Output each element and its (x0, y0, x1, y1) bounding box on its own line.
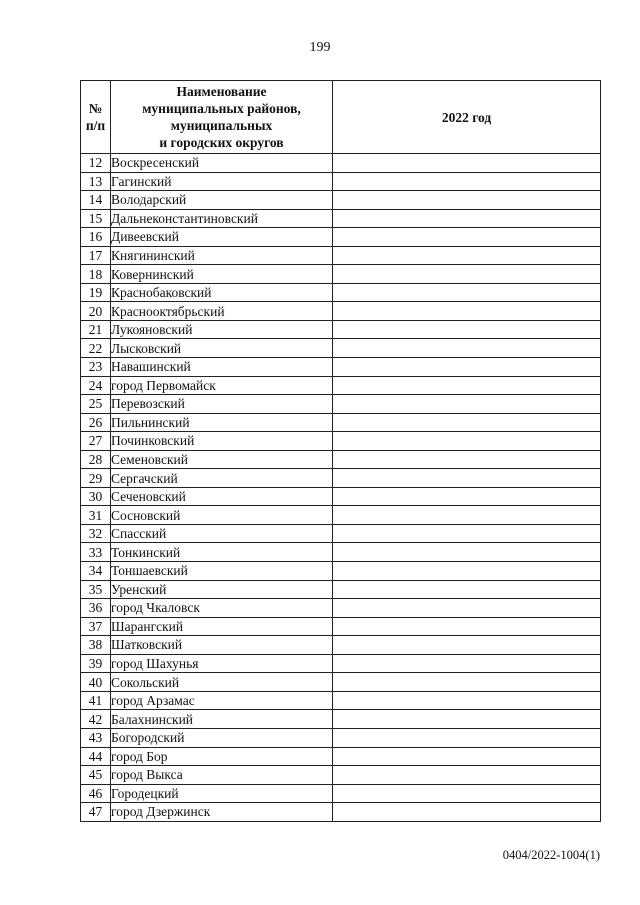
row-number: 28 (81, 450, 111, 469)
row-value-2022 (333, 506, 601, 525)
row-number: 46 (81, 784, 111, 803)
row-value-2022 (333, 376, 601, 395)
table-row (81, 728, 601, 747)
row-value-2022 (333, 191, 601, 210)
header-name-line: муниципальных (170, 118, 273, 133)
row-value-2022 (333, 617, 601, 636)
row-number: 43 (81, 728, 111, 747)
row-municipality-name: Гагинский (111, 172, 333, 191)
table-row (81, 673, 601, 692)
row-number: 47 (81, 803, 111, 822)
row-value-2022 (333, 710, 601, 729)
row-number: 27 (81, 432, 111, 451)
row-municipality-name: Ковернинский (111, 265, 333, 284)
row-municipality-name: Сокольский (111, 673, 333, 692)
row-number: 32 (81, 524, 111, 543)
document-code: 0404/2022-1004(1) (502, 848, 600, 862)
municipal-table (80, 80, 601, 822)
row-municipality-name: Уренский (111, 580, 333, 599)
row-municipality-name: Дивеевский (111, 228, 333, 247)
row-number: 44 (81, 747, 111, 766)
row-value-2022 (333, 450, 601, 469)
table-body (81, 154, 601, 822)
row-value-2022 (333, 524, 601, 543)
row-value-2022 (333, 209, 601, 228)
row-number: 22 (81, 339, 111, 358)
table-row (81, 302, 601, 321)
table-row (81, 580, 601, 599)
page-number: 199 (309, 40, 331, 55)
table-row (81, 376, 601, 395)
row-value-2022 (333, 432, 601, 451)
table-row (81, 246, 601, 265)
row-municipality-name: город Шахунья (111, 654, 333, 673)
row-number: 35 (81, 580, 111, 599)
row-number: 29 (81, 469, 111, 488)
row-municipality-name: Краснобаковский (111, 283, 333, 302)
row-value-2022 (333, 673, 601, 692)
row-number: 42 (81, 710, 111, 729)
table-row (81, 450, 601, 469)
row-number: 31 (81, 506, 111, 525)
row-number: 39 (81, 654, 111, 673)
row-value-2022 (333, 320, 601, 339)
table-header-row (81, 81, 601, 154)
header-year: 2022 год (333, 81, 601, 154)
table-row (81, 395, 601, 414)
row-number: 36 (81, 599, 111, 618)
row-value-2022 (333, 766, 601, 785)
row-municipality-name: Навашинский (111, 358, 333, 377)
header-number-line: № (88, 101, 103, 116)
row-value-2022 (333, 784, 601, 803)
table-row (81, 172, 601, 191)
table-row (81, 784, 601, 803)
row-municipality-name: Дальнеконстантиновский (111, 209, 333, 228)
row-municipality-name: Пильнинский (111, 413, 333, 432)
header-number (81, 81, 111, 154)
row-value-2022 (333, 580, 601, 599)
row-number: 12 (81, 154, 111, 173)
row-municipality-name: Спасский (111, 524, 333, 543)
table-row (81, 599, 601, 618)
row-value-2022 (333, 283, 601, 302)
row-value-2022 (333, 154, 601, 173)
row-municipality-name: Починковский (111, 432, 333, 451)
table-row (81, 191, 601, 210)
table-row (81, 339, 601, 358)
row-municipality-name: Тоншаевский (111, 562, 333, 581)
row-value-2022 (333, 302, 601, 321)
row-number: 23 (81, 358, 111, 377)
row-municipality-name: Сеченовский (111, 487, 333, 506)
row-value-2022 (333, 654, 601, 673)
table-row (81, 543, 601, 562)
header-name-line: муниципальных районов, (142, 101, 301, 116)
table-row (81, 636, 601, 655)
row-value-2022 (333, 728, 601, 747)
row-number: 20 (81, 302, 111, 321)
table-row (81, 803, 601, 822)
header-name (111, 81, 333, 154)
table-row (81, 209, 601, 228)
table-row (81, 524, 601, 543)
header-number-line: п/п (85, 118, 106, 133)
row-value-2022 (333, 358, 601, 377)
row-number: 33 (81, 543, 111, 562)
row-municipality-name: Городецкий (111, 784, 333, 803)
row-municipality-name: Богородский (111, 728, 333, 747)
row-municipality-name: город Дзержинск (111, 803, 333, 822)
row-number: 37 (81, 617, 111, 636)
table-row (81, 265, 601, 284)
row-value-2022 (333, 339, 601, 358)
row-value-2022 (333, 246, 601, 265)
row-value-2022 (333, 413, 601, 432)
row-value-2022 (333, 747, 601, 766)
row-municipality-name: Тонкинский (111, 543, 333, 562)
header-name-line: и городских округов (159, 135, 284, 150)
table-row (81, 358, 601, 377)
row-number: 40 (81, 673, 111, 692)
row-number: 14 (81, 191, 111, 210)
row-value-2022 (333, 803, 601, 822)
table-row (81, 562, 601, 581)
row-number: 34 (81, 562, 111, 581)
row-value-2022 (333, 265, 601, 284)
row-municipality-name: Лысковский (111, 339, 333, 358)
row-municipality-name: Княгининский (111, 246, 333, 265)
table-row (81, 154, 601, 173)
row-municipality-name: Семеновский (111, 450, 333, 469)
row-number: 18 (81, 265, 111, 284)
table-row (81, 320, 601, 339)
row-number: 24 (81, 376, 111, 395)
row-number: 19 (81, 283, 111, 302)
row-number: 15 (81, 209, 111, 228)
row-number: 41 (81, 691, 111, 710)
row-municipality-name: Володарский (111, 191, 333, 210)
row-value-2022 (333, 395, 601, 414)
row-value-2022 (333, 543, 601, 562)
row-municipality-name: город Выкса (111, 766, 333, 785)
row-number: 17 (81, 246, 111, 265)
row-municipality-name: город Арзамас (111, 691, 333, 710)
row-number: 38 (81, 636, 111, 655)
row-municipality-name: Шатковский (111, 636, 333, 655)
row-value-2022 (333, 691, 601, 710)
row-number: 45 (81, 766, 111, 785)
table-row (81, 617, 601, 636)
row-value-2022 (333, 469, 601, 488)
table-row (81, 506, 601, 525)
table-row (81, 432, 601, 451)
row-number: 26 (81, 413, 111, 432)
row-number: 21 (81, 320, 111, 339)
header-name-line: Наименование (176, 84, 267, 99)
row-municipality-name: Шарангский (111, 617, 333, 636)
row-municipality-name: Перевозский (111, 395, 333, 414)
row-municipality-name: Балахнинский (111, 710, 333, 729)
row-value-2022 (333, 562, 601, 581)
table-row (81, 691, 601, 710)
table-row (81, 766, 601, 785)
row-value-2022 (333, 599, 601, 618)
row-municipality-name: город Чкаловск (111, 599, 333, 618)
table-row (81, 487, 601, 506)
row-value-2022 (333, 487, 601, 506)
row-municipality-name: город Первомайск (111, 376, 333, 395)
row-number: 16 (81, 228, 111, 247)
row-number: 25 (81, 395, 111, 414)
row-municipality-name: Лукояновский (111, 320, 333, 339)
row-value-2022 (333, 636, 601, 655)
table-row (81, 469, 601, 488)
row-number: 30 (81, 487, 111, 506)
table-row (81, 413, 601, 432)
row-value-2022 (333, 228, 601, 247)
row-number: 13 (81, 172, 111, 191)
table-row (81, 228, 601, 247)
row-municipality-name: город Бор (111, 747, 333, 766)
row-municipality-name: Сергачский (111, 469, 333, 488)
row-municipality-name: Воскресенский (111, 154, 333, 173)
row-municipality-name: Краснооктябрьский (111, 302, 333, 321)
row-municipality-name: Сосновский (111, 506, 333, 525)
table-row (81, 654, 601, 673)
table-row (81, 283, 601, 302)
table-row (81, 710, 601, 729)
table-row (81, 747, 601, 766)
row-value-2022 (333, 172, 601, 191)
